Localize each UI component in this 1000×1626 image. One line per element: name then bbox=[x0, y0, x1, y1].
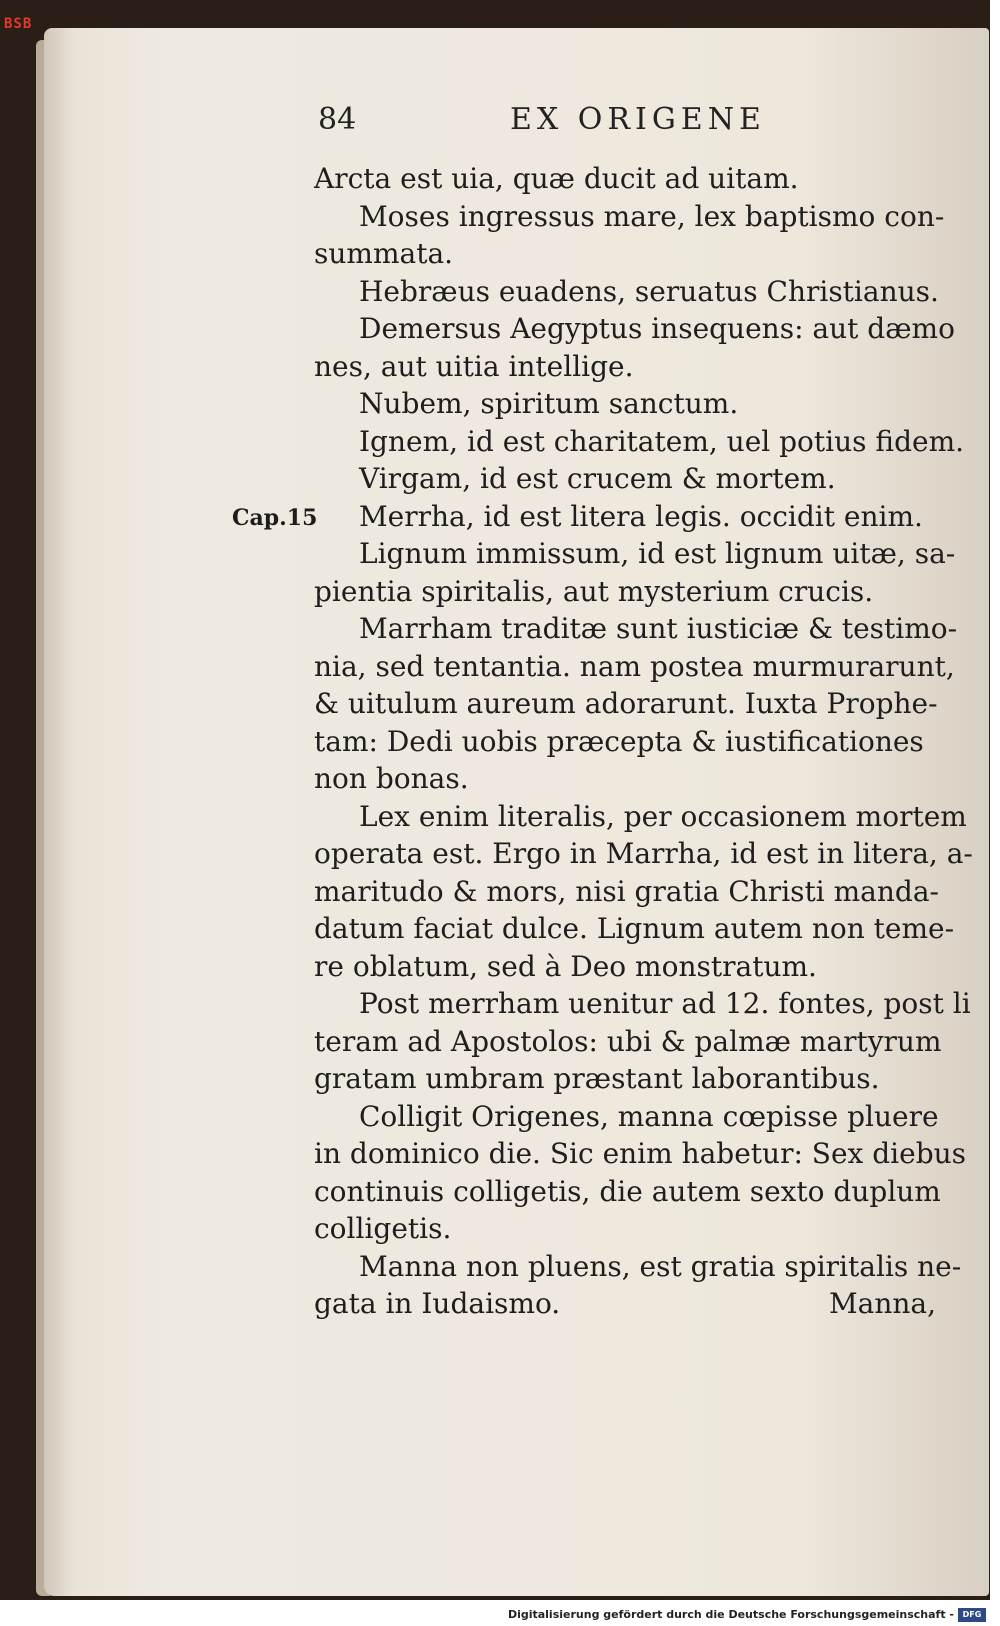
text-line: teram ad Apostolos: ubi & palmæ martyrum bbox=[314, 1024, 942, 1058]
text-line: datum faciat dulce. Lignum autem non teme- bbox=[314, 912, 955, 945]
text-line: nes, aut uitia intellige. bbox=[314, 349, 634, 383]
text-line: tam: Dedi uobis præcepta & iustificationes bbox=[314, 724, 924, 758]
text-line: maritudo & mors, nisi gratia Christi manda- bbox=[314, 874, 939, 908]
text-line: Merrha, id est litera legis. occidit enim. bbox=[359, 499, 923, 533]
text-line: Manna non pluens, est gratia spiritalis ne- bbox=[359, 1249, 962, 1283]
text-line: Lignum immissum, id est lignum uitæ, sa- bbox=[359, 537, 956, 570]
text-block bbox=[314, 160, 973, 1323]
margin-note: Cap.15 bbox=[232, 505, 318, 531]
bsb-watermark: BSB bbox=[4, 16, 33, 32]
text-line: & uitulum aureum adorarunt. Iuxta Prophe- bbox=[314, 687, 938, 720]
text-line: non bonas. bbox=[314, 762, 469, 795]
text-line: gata in Iudaismo. bbox=[314, 1287, 561, 1320]
text-line: Hebræus euadens, seruatus Christianus. bbox=[359, 274, 939, 308]
dfg-logo: DFG bbox=[958, 1608, 986, 1622]
text-line: operata est. Ergo in Marrha, id est in litera, a- bbox=[314, 837, 973, 870]
text-line: summata. bbox=[314, 237, 454, 270]
text-line: pientia spiritalis, aut mysterium crucis. bbox=[314, 574, 874, 608]
text-line: Nubem, spiritum sanctum. bbox=[359, 387, 739, 420]
text-line: nia, sed tentantia. nam postea murmurarunt, bbox=[314, 649, 955, 683]
text-line: re oblatum, sed à Deo monstratum. bbox=[314, 949, 817, 983]
text-line: Post merrham uenitur ad 12. fontes, post li bbox=[359, 987, 971, 1020]
text-line: in dominico die. Sic enim habetur: Sex diebus bbox=[314, 1137, 967, 1170]
text-line: Colligit Origenes, manna cœpisse pluere bbox=[359, 1099, 939, 1133]
text-line: Marrham traditæ sunt iusticiæ & testimo- bbox=[359, 612, 958, 645]
text-line: Demersus Aegyptus insequens: aut dæmo bbox=[359, 312, 955, 345]
text-line: Lex enim literalis, per occasionem mortem bbox=[359, 799, 967, 833]
text-line: Arcta est uia, quæ ducit ad uitam. bbox=[314, 162, 799, 195]
footer bbox=[0, 1606, 1000, 1626]
page-header bbox=[318, 102, 808, 142]
text-line: gratam umbram præstant laborantibus. bbox=[314, 1062, 880, 1095]
funding-credit: Digitalisierung gefördert durch die Deutsche Forschungsgemeinschaft - bbox=[507, 1608, 954, 1621]
text-line: Virgam, id est crucem & mortem. bbox=[359, 462, 836, 495]
catchword: Manna, bbox=[828, 1287, 936, 1320]
text-line: continuis colligetis, die autem sexto duplum bbox=[314, 1174, 941, 1208]
text-line: colligetis. bbox=[314, 1212, 452, 1245]
running-head: EX ORIGENE bbox=[510, 102, 766, 137]
text-line: Ignem, id est charitatem, uel potius fidem. bbox=[359, 424, 965, 458]
page-number: 84 bbox=[318, 102, 357, 137]
text-line: Moses ingressus mare, lex baptismo con- bbox=[359, 199, 945, 233]
